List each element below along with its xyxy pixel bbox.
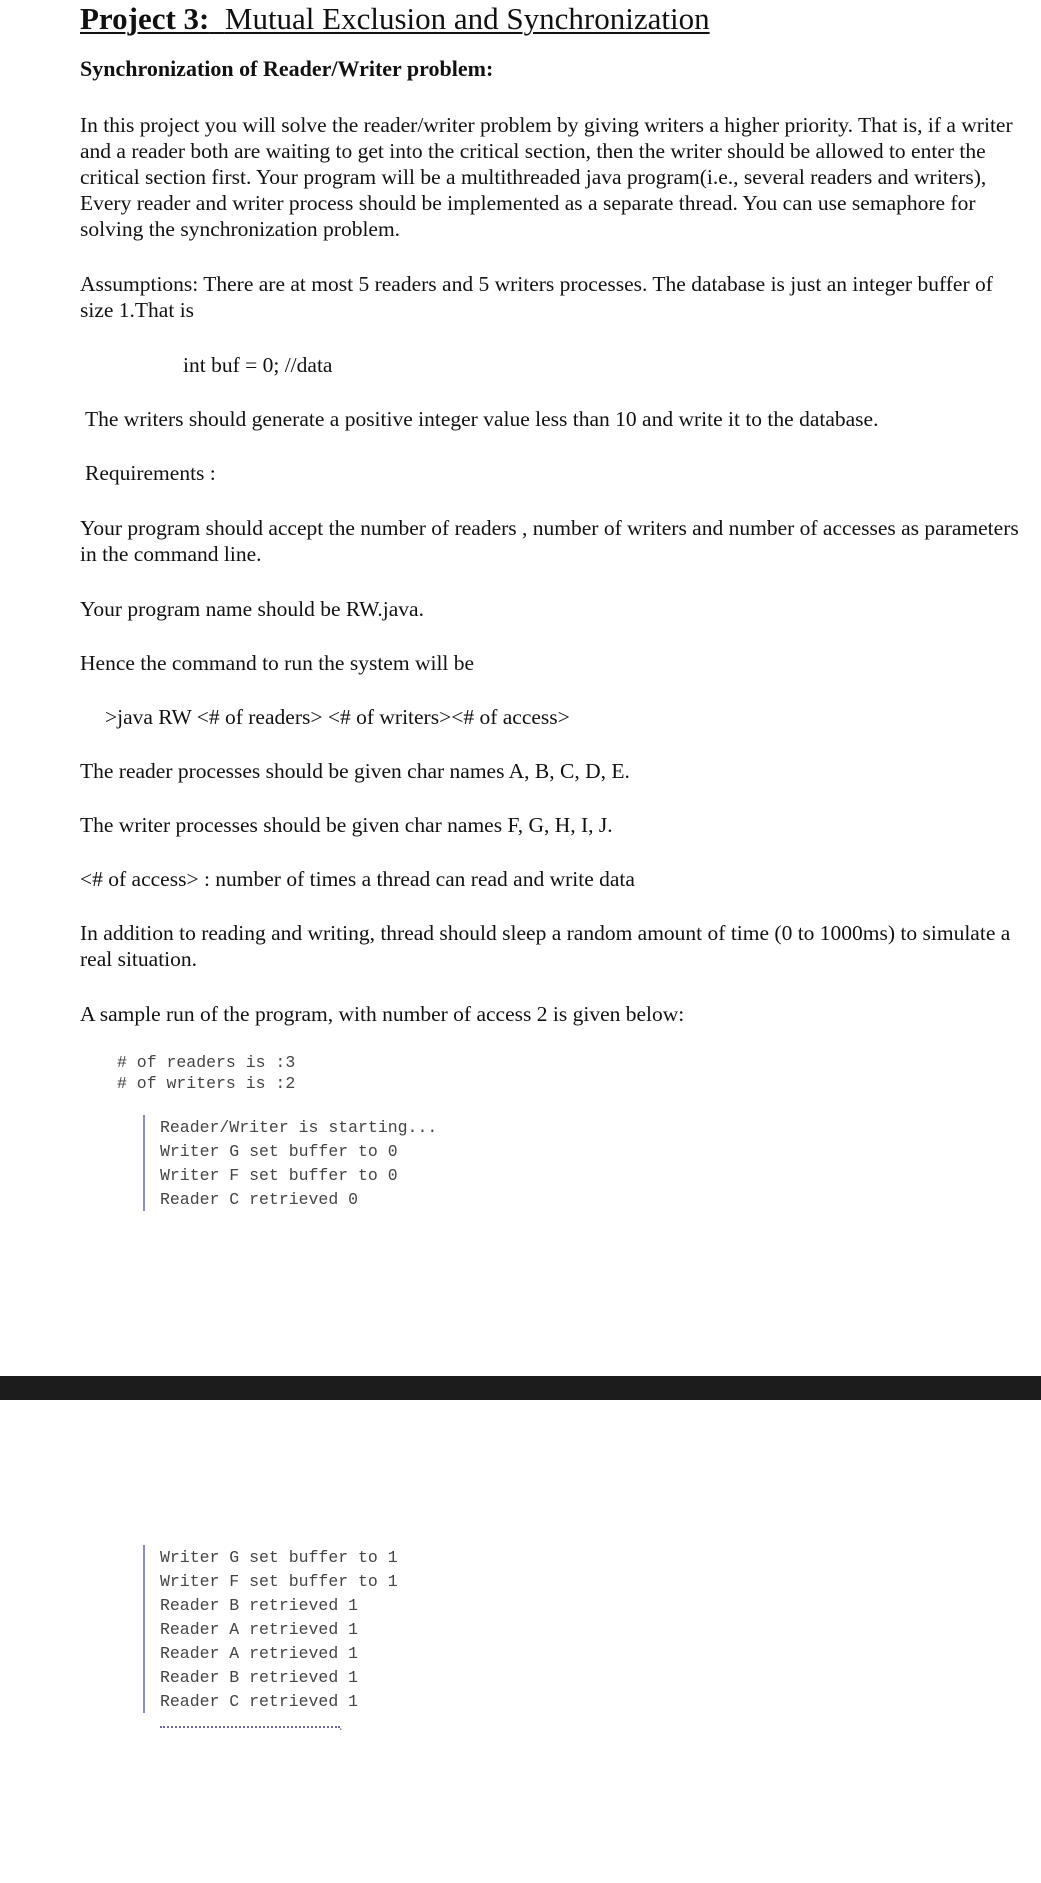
output-line: Reader A retrieved 1 [160, 1644, 359, 1663]
output-line: Writer F set buffer to 0 [160, 1166, 398, 1185]
writer-names-text: The writer processes should be given char names F, G, H, I, J. [80, 813, 613, 837]
access-definition-text: <# of access> : number of times a thread can read and write data [80, 867, 635, 891]
code-declaration: int buf = 0; //data [183, 353, 333, 377]
writers-generate-text: The writers should generate a positive integer value less than 10 and write it to the database. [85, 407, 879, 431]
sample-intro-text: A sample run of the program, with number of access 2 is given below: [80, 1002, 685, 1026]
title-topic: Mutual Exclusion and Synchronization [224, 1, 710, 36]
output-line: Reader A retrieved 1 [160, 1620, 359, 1639]
output-line: Reader B retrieved 1 [160, 1668, 359, 1687]
output-line: Reader C retrieved 1 [160, 1692, 359, 1711]
output-line: Writer G set buffer to 1 [160, 1548, 398, 1567]
sample-header-line: # of readers is :3 [117, 1053, 296, 1072]
section-heading: Synchronization of Reader/Writer problem: [80, 56, 494, 81]
code-block-bar [143, 1115, 145, 1211]
ellipsis-dotted-rule [160, 1726, 340, 1728]
assumptions-paragraph: Assumptions: There are at most 5 readers and 5 writers processes. The database is just an integer buffer of size 1.That is [80, 272, 993, 322]
page-title [80, 0, 710, 38]
output-line: Reader/Writer is starting... [160, 1118, 438, 1137]
sample-header-line: # of writers is :2 [117, 1074, 296, 1093]
output-line: Writer G set buffer to 0 [160, 1142, 398, 1161]
output-line: Reader C retrieved 0 [160, 1190, 359, 1209]
code-block-bar [143, 1545, 145, 1713]
sleep-note-paragraph: In addition to reading and writing, thread should sleep a random amount of time (0 to 1000ms) to simulate a real situation. [80, 921, 1011, 971]
output-line: Reader B retrieved 1 [160, 1596, 359, 1615]
command-line: >java RW <# of readers> <# of writers><# of access> [105, 705, 570, 729]
title-project-number: Project 3: [80, 1, 210, 36]
intro-paragraph: In this project you will solve the reader/writer problem by giving writers a higher priority. That is, if a writer and a reader both are waiting to get into the critical section, then the writer should be allowed to enter the critical section first. Your program will be a multithreaded java program(i.e., several readers and writers), Every reader and writer process should be implemented as a separate thread. You can use semaphore for solving the synchronization problem. [80, 113, 1013, 241]
output-line: Writer F set buffer to 1 [160, 1572, 398, 1591]
ellipsis-dot: . [339, 1719, 343, 1734]
requirements-params-paragraph: Your program should accept the number of readers , number of writers and number of accesses as parameters in the command line. [80, 516, 1019, 566]
page-break-divider [0, 1376, 1041, 1400]
command-intro-text: Hence the command to run the system will be [80, 651, 475, 675]
reader-names-text: The reader processes should be given char names A, B, C, D, E. [80, 759, 630, 783]
requirements-label: Requirements : [85, 461, 216, 485]
program-name-text: Your program name should be RW.java. [80, 597, 424, 621]
